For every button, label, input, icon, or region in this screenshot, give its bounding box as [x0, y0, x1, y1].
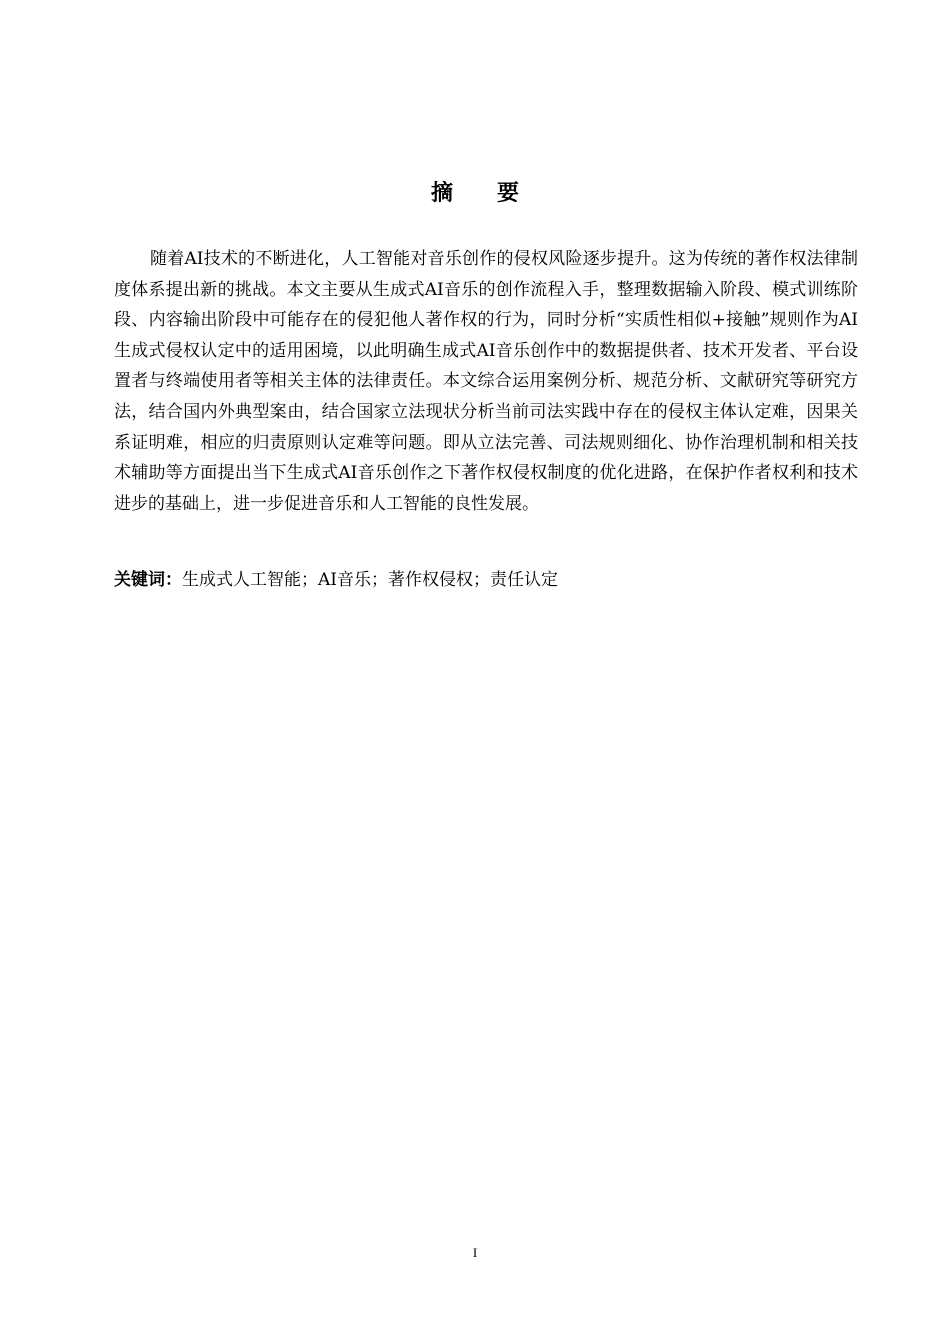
abstract-title-char-2: 要 — [497, 181, 520, 206]
keywords-line — [114, 566, 858, 594]
abstract-body: 随着AI技术的不断进化，人工智能对音乐创作的侵权风险逐步提升。这为传统的著作权法律制度体系提出新的挑战。本文主要从生成式AI音乐的创作流程入手，整理数据输入阶段、模式训练阶段、内容输出阶段中可能存在的侵犯他人著作权的行为，同时分析“实质性相似+接触”规则作为AI生成式侵权认定中的适用困境，以此明确生成式AI音乐创作中的数据提供者、技术开发者、平台设置者与终端使用者等相关主体的法律责任。本文综合运用案例分析、规范分析、文献研究等研究方法，结合国内外典型案由，结合国家立法现状分析当前司法实践中存在的侵权主体认定难，因果关系证明难，相应的归责原则认定难等问题。即从立法完善、司法规则细化、协作治理机制和相关技术辅助等方面提出当下生成式AI音乐创作之下著作权侵权制度的优化进路，在保护作者权利和技术进步的基础上，进一步促进音乐和人工智能的良性发展。 — [114, 249, 858, 514]
keywords-label: 关键词： — [114, 570, 182, 590]
abstract-title-char-1: 摘 — [430, 181, 453, 206]
abstract-title — [0, 178, 950, 210]
keywords-values: 生成式人工智能；AI音乐；著作权侵权；责任认定 — [182, 570, 558, 590]
page-number: I — [472, 1245, 478, 1260]
